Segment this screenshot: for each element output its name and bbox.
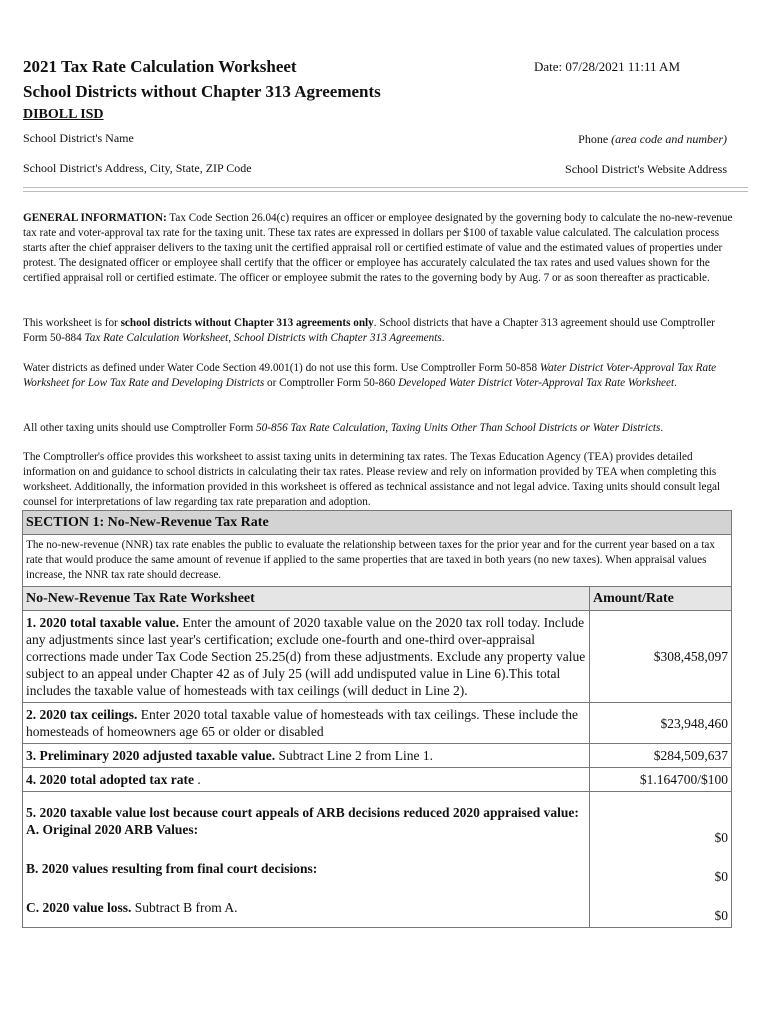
section-intro: The no-new-revenue (NNR) tax rate enables the public to evaluate the relationship between taxes for the prior year and for the current year based on a tax rate that would produce the same amount of revenue if applied to the same properties that are taxed in both years (no new taxes). When appraisal values increase, the NNR tax rate should decrease. [23,535,732,587]
para2-text-start: This worksheet is for [23,317,121,329]
para3-form-title-2: Developed Water District Voter-Approval Tax Rate Worksheet [398,377,675,389]
table-row [23,703,732,744]
section-intro-row [23,535,732,587]
general-information-text: Tax Code Section 26.04(c) requires an officer or employee designated by the governing body to calculate the no-new-revenue tax rate and voter-approval tax rate for the taxing unit. These tax rates are expressed in dollars per $100 of taxable value calculated. The calculation process starts after the chief appraiser delivers to the taxing unit the certified appraisal roll or certified estimate of value and the estimated values of properties under protest. The designated officer or employee shall certify that the officer or employee has accurately calculated the tax rates and used values shown for the certified appraisal roll or certified estimate. The officer or employee submit the rates to the governing body by Aug. 7 or as soon thereafter as practicable. [23,212,733,284]
line-description [23,744,590,768]
para3-form-title-1: Water District Voter-Approval Tax Rate Worksheet for Low Tax Rate and Developing Districts [23,362,717,389]
para3-text-start: Water districts as defined under Water Code Section 49.001(1) do not use this form. Use Comptroller Form 50-858 [23,362,540,374]
table-row [23,744,732,768]
line-5c-text: Subtract B from A. [134,899,238,915]
line-description [23,703,590,744]
applicability-paragraph [23,316,741,346]
line-5c-amount: $0 [714,908,728,923]
para3-text-end: . [674,377,677,389]
line-text: Subtract Line 2 from Line 1. [278,748,433,763]
column-header-row [23,587,732,611]
line-label: 2. 2020 tax ceilings. [26,707,138,722]
para4-form-title: 50-856 Tax Rate Calculation, Taxing Units Other Than School Districts or Water Districts [256,422,661,434]
table-row [23,792,732,928]
para2-bold: school districts without Chapter 313 agreements only [120,317,374,329]
line-label: 5. 2020 taxable value lost because court appeals of ARB decisions reduced 2020 appraised value: [26,804,579,820]
line-amount: $308,458,097 [590,611,732,703]
header-divider [23,187,748,188]
other-units-paragraph [23,421,741,436]
para4-text-end: . [660,422,664,434]
line-5b-amount: $0 [714,869,728,884]
para2-text-end: . [441,332,445,344]
line-text: Enter the amount of 2020 taxable value on the 2020 tax roll today. Include any adjustments since last year's certification; exclude one-fourth and one-third over-appraisal corrections made under Tax Code Section 25.25(d) from these adjustments. Exclude any property value subject to an appeal under Chapter 42 as of July 25 (will add undisputed value in Line 6).This total includes the taxable value of homesteads with tax ceilings (will deduct in Line 2). [26,615,586,698]
general-information [23,211,741,286]
phone-label [578,132,727,147]
line-amount: $1.164700/$100 [590,768,732,792]
nnr-worksheet-table [22,510,732,928]
line-text: . [197,772,201,787]
line-label: 4. 2020 total adopted tax rate [26,772,194,787]
line-5c [26,899,586,916]
water-districts-paragraph [23,361,741,391]
worksheet-subtitle: School Districts without Chapter 313 Agreements [23,82,381,101]
column-header-amount: Amount/Rate [590,587,732,611]
line-5c-label: C. 2020 value loss. [26,899,132,915]
line-text: Enter 2020 total taxable value of homesteads with tax ceilings. These include the homesteads of homeowners age 65 or older or disabled [26,707,578,739]
para2-text-mid: . School districts that have a Chapter 313 agreement should use Comptroller Form 50-884 [23,317,715,344]
worksheet-title: 2021 Tax Rate Calculation Worksheet [23,57,297,76]
line-5a-amount: $0 [714,830,728,845]
line-description [23,792,590,928]
line-label: 3. Preliminary 2020 adjusted taxable value. [26,748,276,763]
address-label: School District's Address, City, State, ZIP Code [23,161,252,175]
line-description [23,768,590,792]
section-header-row [23,511,732,535]
para2-form-title: Tax Rate Calculation Worksheet, School Districts with Chapter 313 Agreements [84,332,442,344]
header-divider-secondary [23,191,748,192]
table-row [23,611,732,703]
district-name-label: School District's Name [23,131,134,145]
para4-text-start: All other taxing units should use Comptroller Form [23,422,257,434]
line-5a-label: A. Original 2020 ARB Values: [26,821,199,837]
district-name: DIBOLL ISD [23,107,104,122]
phone-label-prefix: Phone [578,132,609,146]
line-amount: $284,509,637 [590,744,732,768]
line-amount: $23,948,460 [590,703,732,744]
table-row [23,768,732,792]
para3-text-mid: or Comptroller Form 50-860 [264,377,399,389]
comptroller-paragraph: The Comptroller's office provides this worksheet to assist taxing units in determining tax rates. The Texas Education Agency (TEA) provides detailed information on and guidance to school districts in calculating their tax rates. Please review and rely on information provided by TEA when completing this worksheet. Additionally, the information provided in this worksheet is offered as technical assistance and not legal advice. Taxing units should consult legal counsel for interpretations of law regarding tax rate preparation and adoption. [23,451,721,508]
phone-label-hint: (area code and number) [611,132,727,146]
line-description [23,611,590,703]
general-information-label: GENERAL INFORMATION: [23,212,167,224]
worksheet-date: Date: 07/28/2021 11:11 AM [534,59,681,74]
section-title: SECTION 1: No-New-Revenue Tax Rate [23,511,732,535]
column-header-worksheet: No-New-Revenue Tax Rate Worksheet [23,587,590,611]
line-5b-label: B. 2020 values resulting from final court decisions: [26,860,318,876]
line-label: 1. 2020 total taxable value. [26,615,179,630]
line-5-amounts [590,792,732,928]
website-label: School District's Website Address [565,162,727,176]
